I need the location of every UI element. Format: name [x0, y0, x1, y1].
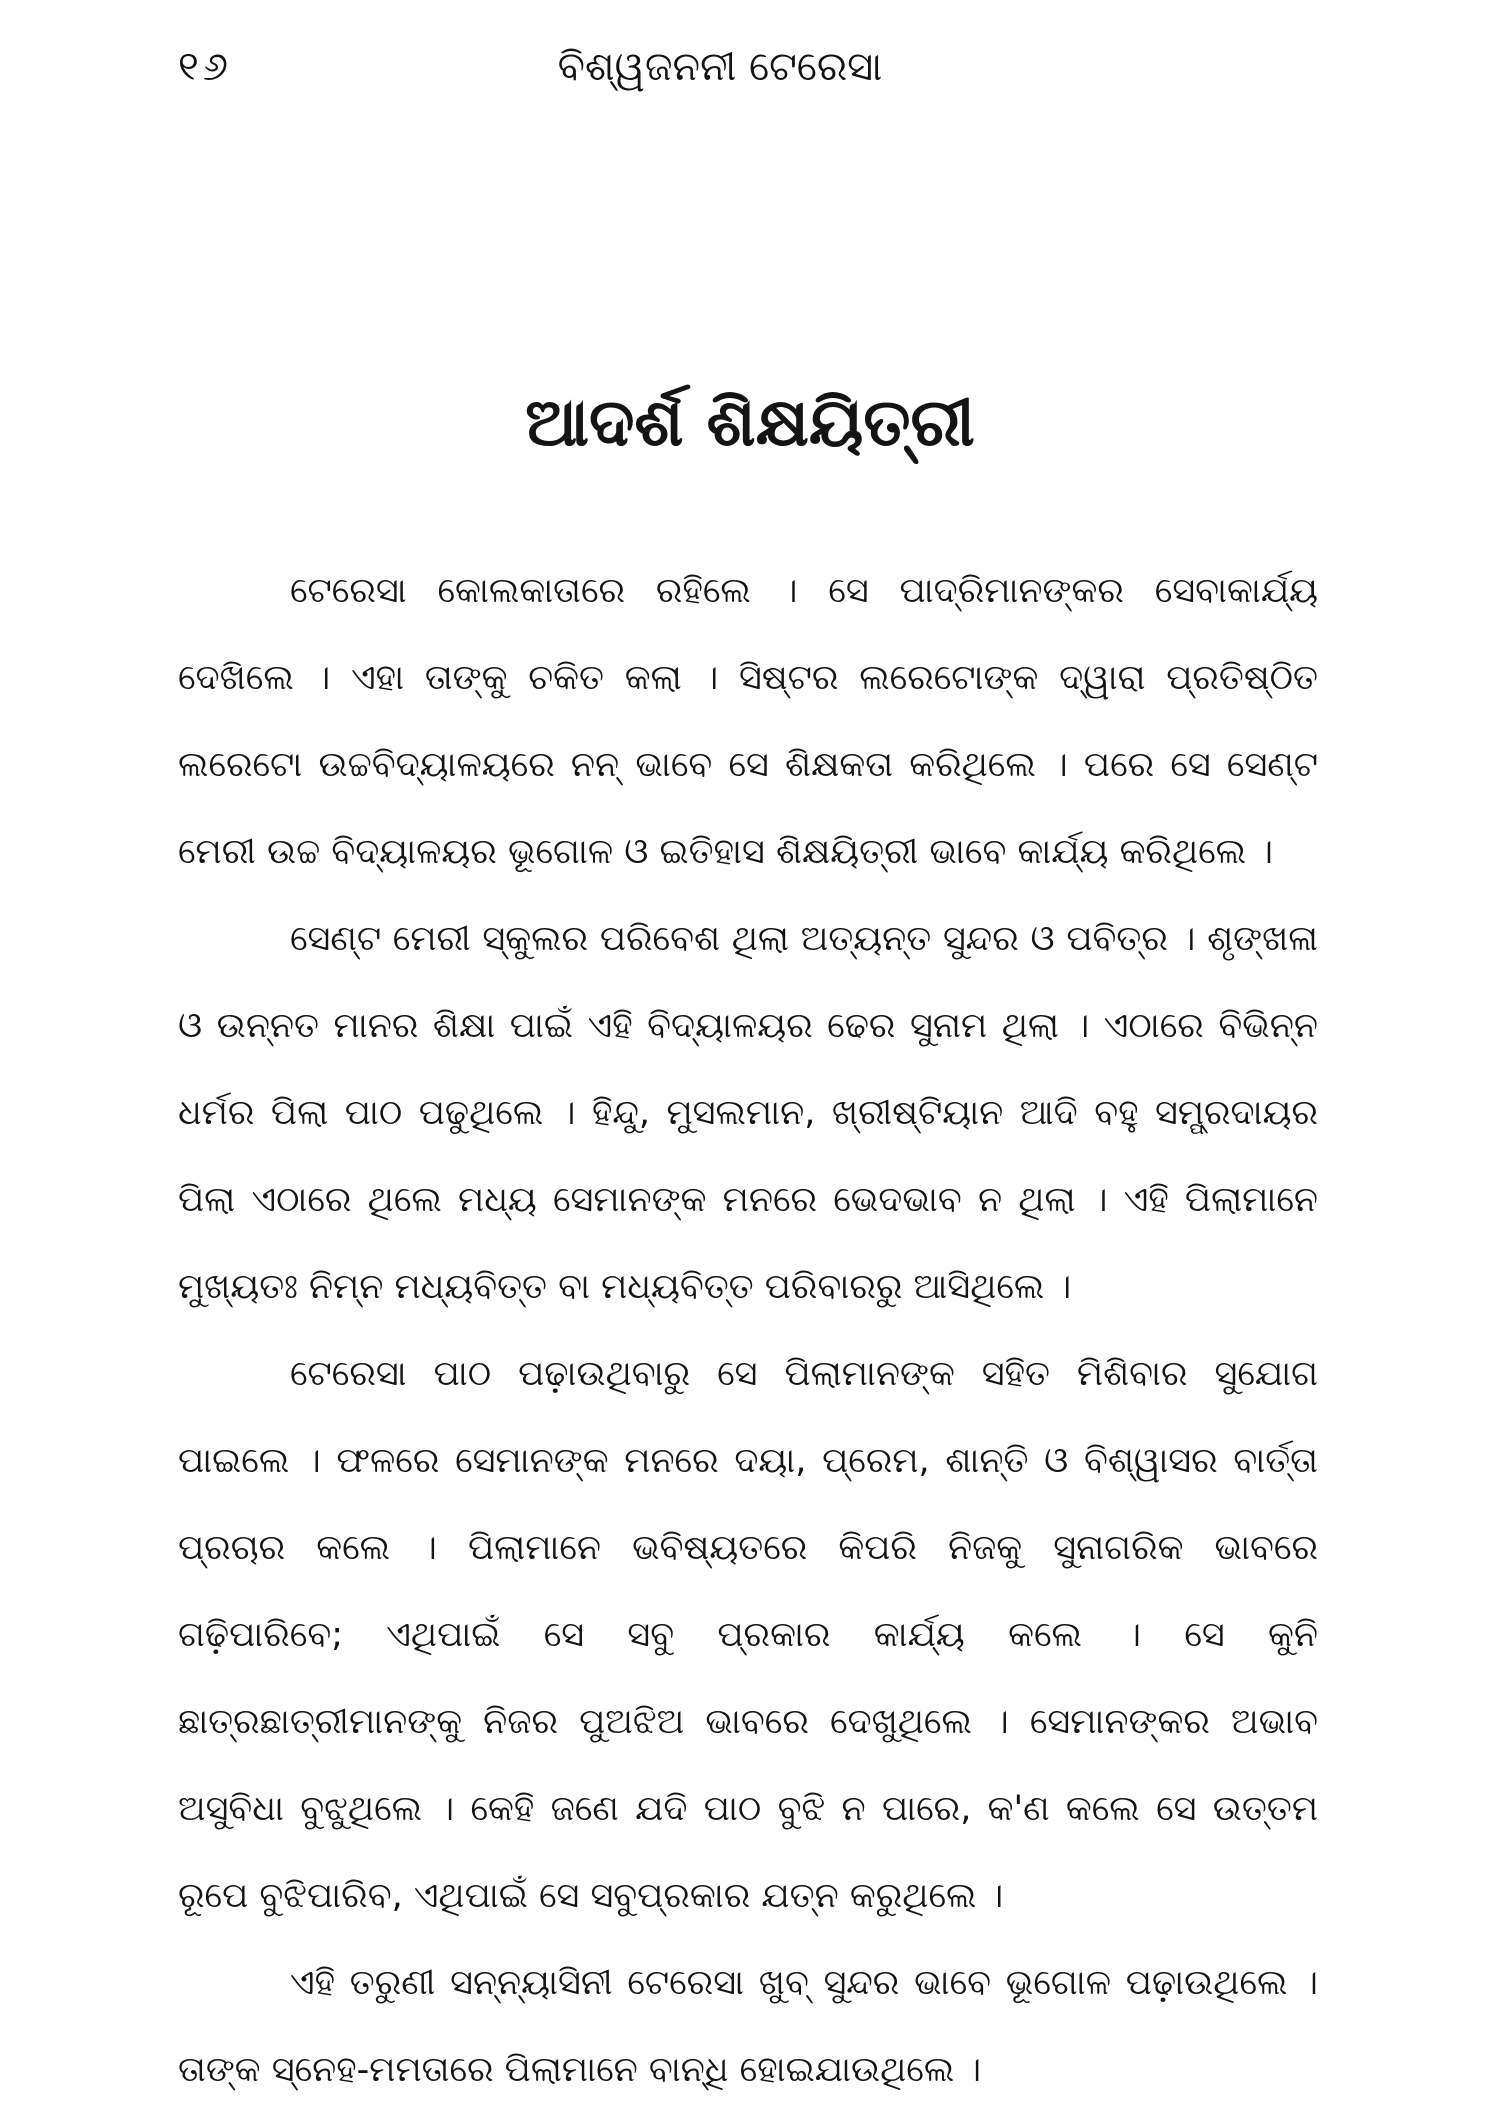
body-text: [178, 548, 1318, 2114]
book-title: ବିଶ୍ୱଜନନୀ ଟେରେସା: [557, 44, 883, 90]
paragraph-1: ଟେରେସା କୋଲକାତାରେ ରହିଲେ । ସେ ପାଦ୍ରିମାନଙ୍କର ସେବାକାର୍ଯ୍ୟ ଦେଖିଲେ । ଏହା ତାଙ୍କୁ ଚକିତ କଲା । ସିଷ୍ଟର ଲରେଟୋଙ୍କ ଦ୍ୱାରା ପ୍ରତିଷ୍ଠିତ ଲରେଟୋ ଉଚ୍ଚବିଦ୍ୟାଳୟରେ ନନ୍ ଭାବେ ସେ ଶିକ୍ଷକତା କରିଥିଲେ । ପରେ ସେ ସେଣ୍ଟ ମେରୀ ଉଚ୍ଚ ବିଦ୍ୟାଳୟର ଭୂଗୋଳ ଓ ଇତିହାସ ଶିକ୍ଷୟିତ୍ରୀ ଭାବେ କାର୍ଯ୍ୟ କରିଥିଲେ ।: [178, 571, 1318, 872]
chapter-title: ଆଦର୍ଶ ଶିକ୍ଷୟିତ୍ରୀ: [525, 384, 975, 461]
paragraph-2: ସେଣ୍ଟ ମେରୀ ସ୍କୁଲର ପରିବେଶ ଥିଲା ଅତ୍ୟନ୍ତ ସୁନ୍ଦର ଓ ପବିତ୍ର । ଶୃଙ୍ଖଳା ଓ ଉନ୍ନତ ମାନର ଶିକ୍ଷା ପାଇଁ ଏହି ବିଦ୍ୟାଳୟର ଢେର ସୁନାମ ଥିଲା । ଏଠାରେ ବିଭିନ୍ନ ଧର୍ମର ପିଲା ପାଠ ପଢୁଥିଲେ । ହିନ୍ଦୁ, ମୁସଲମାନ, ଖ୍ରୀଷ୍ଟିୟାନ ଆଦି ବହୁ ସମ୍ପ୍ରଦାୟର ପିଲା ଏଠାରେ ଥିଲେ ମଧ୍ୟ ସେମାନଙ୍କ ମନରେ ଭେଦଭାବ ନ ଥିଲା । ଏହି ପିଲାମାନେ ମୁଖ୍ୟତଃ ନିମ୍ନ ମଧ୍ୟବିତ୍ତ ବା ମଧ୍ୟବିତ୍ତ ପରିବାରରୁ ଆସିଥିଲେ ।: [178, 919, 1318, 1307]
paragraph-4: ଏହି ତରୁଣୀ ସନ୍ନ୍ୟାସିନୀ ଟେରେସା ଖୁବ୍ ସୁନ୍ଦର ଭାବେ ଭୂଗୋଳ ପଢ଼ାଉଥିଲେ । ତାଙ୍କ ସ୍ନେହ-ମମତାରେ ପିଲାମାନେ ବାନ୍ଧି ହୋଇଯାଉଥିଲେ ।: [178, 1963, 1318, 2090]
page-number: ୧୬: [178, 44, 232, 90]
running-header: [0, 34, 1500, 94]
paragraph-3: ଟେରେସା ପାଠ ପଢ଼ାଉଥିବାରୁ ସେ ପିଲାମାନଙ୍କ ସହିତ ମିଶିବାର ସୁଯୋଗ ପାଇଲେ । ଫଳରେ ସେମାନଙ୍କ ମନରେ ଦୟା, ପ୍ରେମ, ଶାନ୍ତି ଓ ବିଶ୍ୱାସର ବାର୍ତ୍ତା ପ୍ରଚାର କଲେ । ପିଲାମାନେ ଭବିଷ୍ୟତରେ କିପରି ନିଜକୁ ସୁନାଗରିକ ଭାବରେ ଗଢ଼ିପାରିବେ; ଏଥିପାଇଁ ସେ ସବୁ ପ୍ରକାର କାର୍ଯ୍ୟ କଲେ । ସେ କୁନି ଛାତ୍ରଛାତ୍ରୀମାନଙ୍କୁ ନିଜର ପୁଅଝିଅ ଭାବରେ ଦେଖୁଥିଲେ । ସେମାନଙ୍କର ଅଭାବ ଅସୁବିଧା ବୁଝୁଥିଲେ । କେହି ଜଣେ ଯଦି ପାଠ ବୁଝି ନ ପାରେ, କ'ଣ କଲେ ସେ ଉତ୍ତମ ରୂପେ ବୁଝିପାରିବ, ଏଥିପାଇଁ ସେ ସବୁପ୍ରକାର ଯତ୍ନ କରୁଥିଲେ ।: [178, 1354, 1318, 1916]
